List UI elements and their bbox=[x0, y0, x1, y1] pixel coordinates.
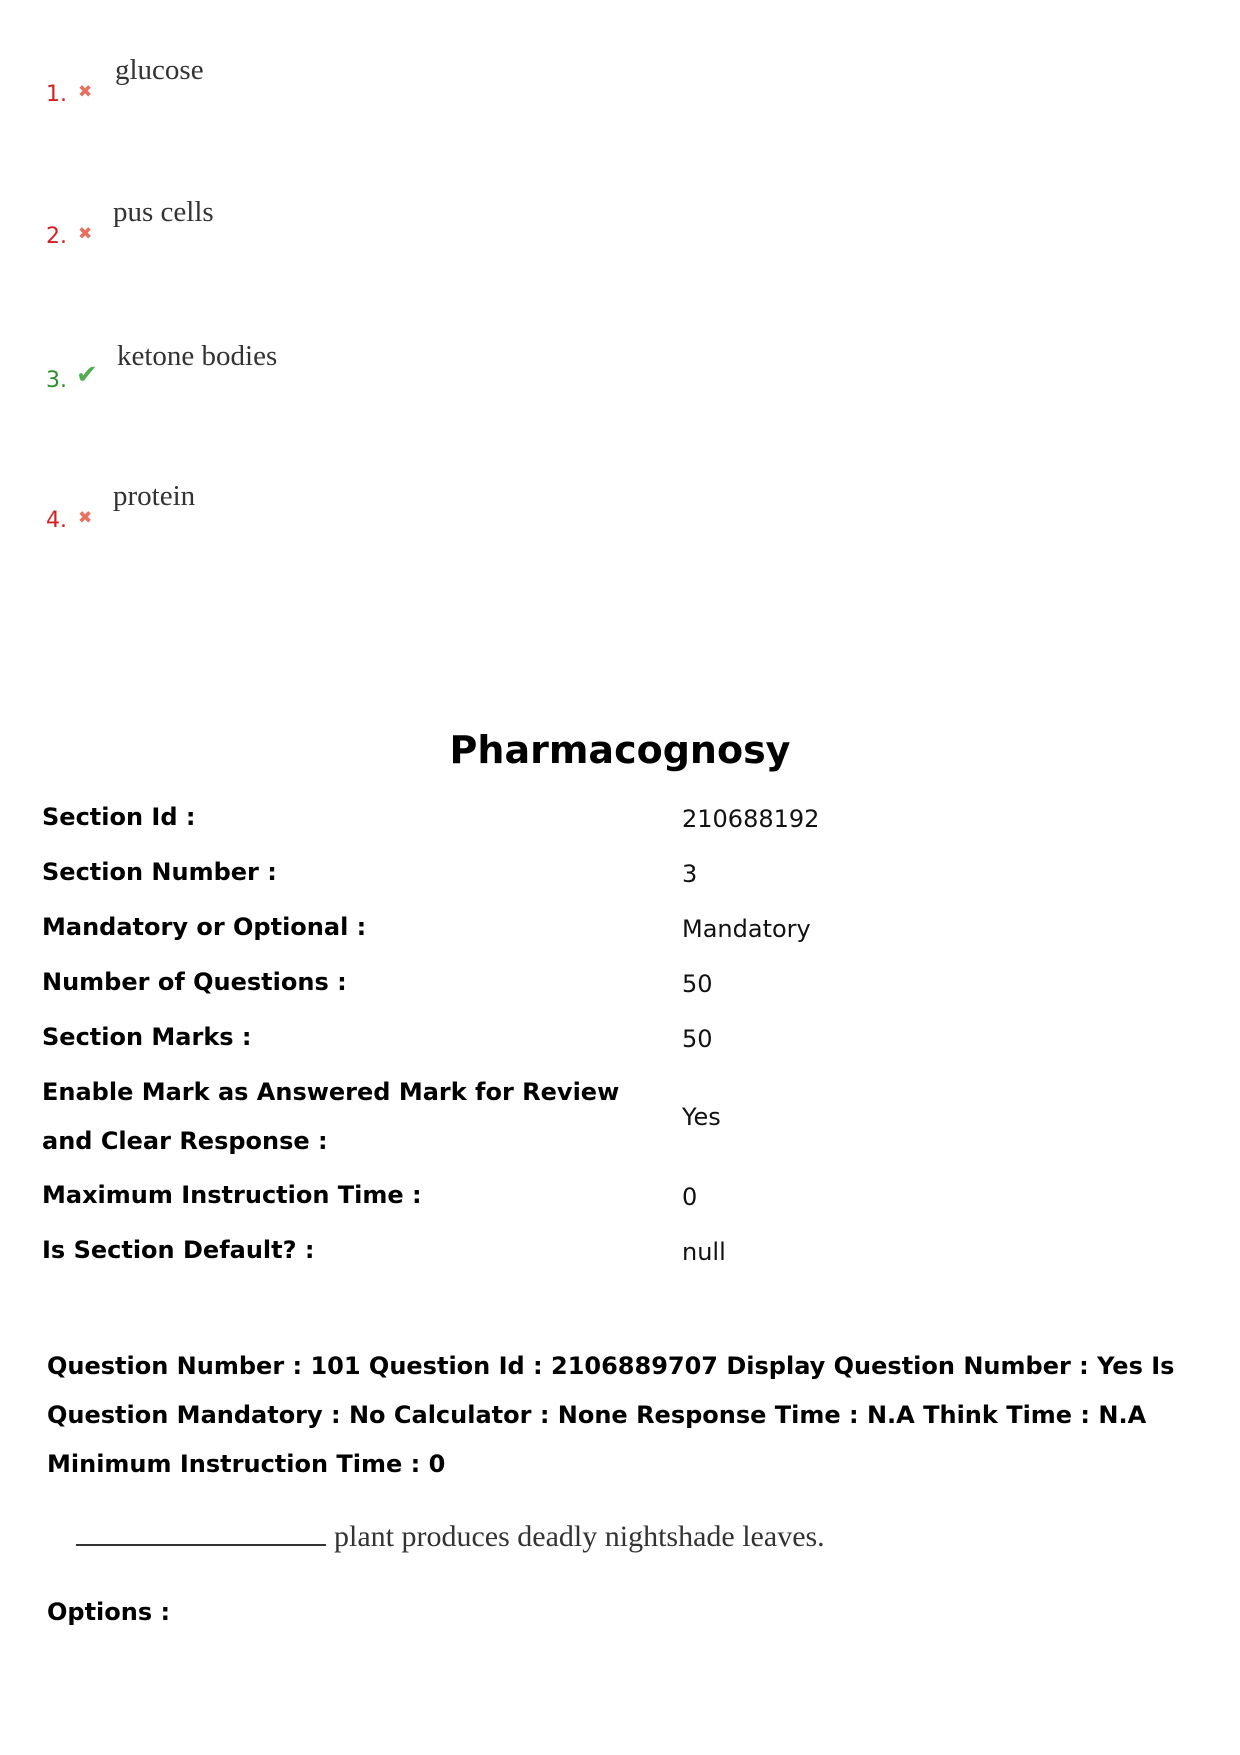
info-label: Section Marks : bbox=[42, 1023, 252, 1051]
option-number: 3. bbox=[46, 368, 67, 393]
cross-icon: ✖ bbox=[78, 224, 93, 244]
question-text: plant produces deadly nightshade leaves. bbox=[334, 1520, 825, 1553]
option-3 bbox=[0, 338, 1240, 398]
info-value: null bbox=[682, 1238, 726, 1266]
info-value: 210688192 bbox=[682, 805, 820, 833]
info-label: Section Number : bbox=[42, 858, 277, 886]
option-text: ketone bodies bbox=[117, 340, 278, 372]
info-label: Section Id : bbox=[42, 803, 196, 831]
options-label: Options : bbox=[47, 1598, 171, 1626]
info-label: Number of Questions : bbox=[42, 968, 347, 996]
option-text: pus cells bbox=[113, 196, 214, 228]
info-value: Yes bbox=[682, 1103, 721, 1131]
info-label: Mandatory or Optional : bbox=[42, 913, 367, 941]
option-4 bbox=[0, 478, 1240, 538]
answer-blank bbox=[76, 1518, 326, 1546]
option-number: 2. bbox=[46, 224, 67, 249]
info-label: Is Section Default? : bbox=[42, 1236, 315, 1264]
info-value: 3 bbox=[682, 860, 698, 888]
option-number: 4. bbox=[46, 508, 67, 533]
cross-icon: ✖ bbox=[78, 508, 93, 528]
option-text: protein bbox=[113, 480, 196, 512]
option-2 bbox=[0, 194, 1240, 254]
info-label: Maximum Instruction Time : bbox=[42, 1181, 422, 1209]
info-value: Mandatory bbox=[682, 915, 811, 943]
info-value: 50 bbox=[682, 970, 713, 998]
option-1 bbox=[0, 52, 1240, 112]
option-text: glucose bbox=[115, 54, 204, 86]
question-meta: Question Number : 101 Question Id : 2106889707 Display Question Number : Yes Is Question Mandatory : No Calculator : None Response Time : N.A Think Time : N.A Minimum Instruction Time : 0 bbox=[47, 1352, 1175, 1478]
cross-icon: ✖ bbox=[78, 82, 93, 102]
check-icon: ✔ bbox=[76, 360, 98, 390]
question-text-line bbox=[76, 1518, 825, 1554]
option-number: 1. bbox=[46, 82, 67, 107]
info-value: 0 bbox=[682, 1183, 698, 1211]
section-title: Pharmacognosy bbox=[449, 728, 791, 772]
info-label: Enable Mark as Answered Mark for Review and Clear Response : bbox=[42, 1078, 620, 1155]
info-value: 50 bbox=[682, 1025, 713, 1053]
